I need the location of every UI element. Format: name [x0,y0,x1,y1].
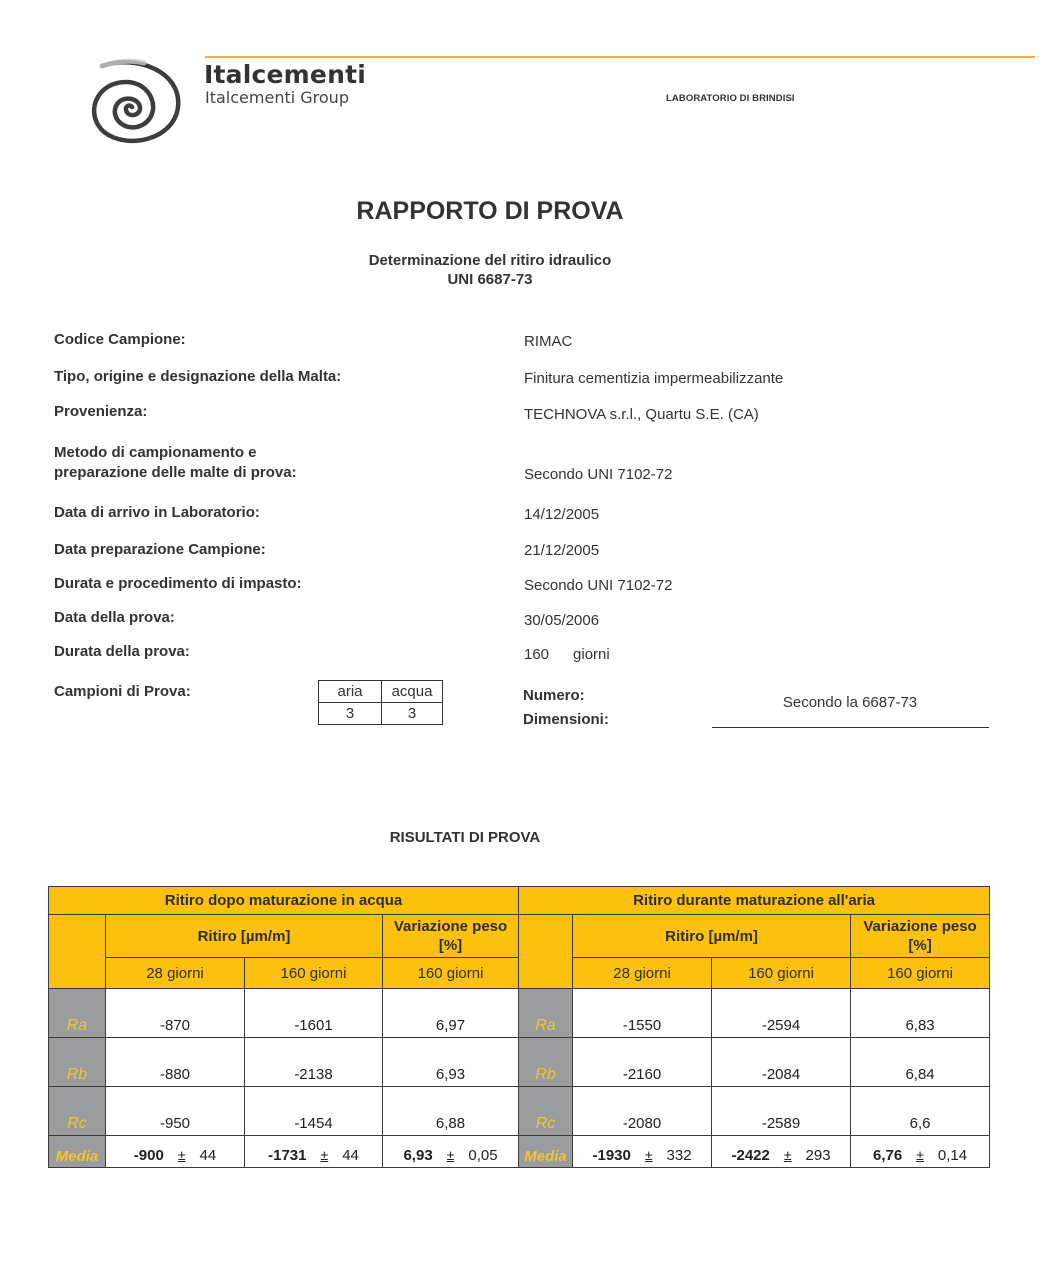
table-row [49,1087,990,1136]
mean-cell [851,1136,990,1168]
data-cell: -2589 [712,1087,851,1136]
plus-minus-icon: ± [916,1147,924,1163]
water-peso-header [383,915,519,958]
field-value-provenienza: TECHNOVA s.r.l., Quartu S.E. (CA) [524,406,759,423]
field-value-preparazione: 21/12/2005 [524,542,600,559]
field-label-metodo-line1: Metodo di campionamento e [54,444,257,461]
water-day-header: 160 giorni [383,958,519,989]
field-label-codice: Codice Campione: [54,331,186,348]
row-label: Rc [49,1087,106,1136]
data-cell: -2594 [712,989,851,1038]
field-label-tipo: Tipo, origine e designazione della Malta: [54,368,342,385]
plus-minus-icon: ± [320,1147,329,1163]
field-value-arrivo: 14/12/2005 [524,506,600,523]
subtitle-line1: Determinazione del ritiro idraulico [368,252,612,269]
row-label: Rb [49,1038,106,1087]
air-day-header: 28 giorni [573,958,712,989]
brand-group: Italcementi Group [205,88,349,107]
field-value-impasto: Secondo UNI 7102-72 [524,577,673,594]
air-day-header: 160 giorni [851,958,990,989]
numero-dimensioni-labels [523,684,609,732]
field-value-data-prova: 30/05/2006 [524,612,600,629]
brand-name: Italcementi [204,60,366,89]
mean-deviation: 44 [199,1147,217,1164]
page-title: RAPPORTO DI PROVA [356,197,624,225]
mean-cell [712,1136,851,1168]
mean-deviation: 0,14 [937,1147,968,1164]
field-label-arrivo: Data di arrivo in Laboratorio: [54,504,260,521]
dimensioni-value: Secondo la 6687-73 [782,694,918,711]
field-label-impasto: Durata e procedimento di impasto: [54,575,302,592]
dimensioni-label: Dimensioni: [523,711,609,728]
subtitle-line2: UNI 6687-73 [447,271,533,288]
mean-value: 6,93 [403,1147,433,1164]
air-ritiro-header: Ritiro [µm/m] [573,915,851,958]
results-table [48,886,990,1168]
table-row [49,989,990,1038]
lab-name: LABORATORIO DI BRINDISI [666,93,795,104]
data-cell: 6,88 [383,1087,519,1136]
air-day-header: 160 giorni [712,958,851,989]
data-cell: -2138 [245,1038,383,1087]
data-cell: 6,93 [383,1038,519,1087]
field-label-data-prova: Data della prova: [54,609,175,626]
samples-table [318,680,443,725]
air-group-header: Ritiro durante maturazione all'aria [519,887,990,915]
data-cell: 6,83 [851,989,990,1038]
water-peso-header-line1: Variazione peso [393,918,508,935]
plus-minus-icon: ± [644,1147,653,1163]
plus-minus-icon: ± [783,1147,792,1163]
data-cell: -2084 [712,1038,851,1087]
field-value-metodo: Secondo UNI 7102-72 [524,466,673,483]
mean-cell [383,1136,519,1168]
row-label: Ra [49,989,106,1038]
row-label-media: Media [49,1136,106,1168]
data-cell: 6,97 [383,989,519,1038]
durata-value: 160 [524,646,550,663]
mean-value: -1731 [268,1147,307,1164]
data-cell: -1550 [573,989,712,1038]
samples-header-aria: aria [319,681,382,703]
water-group-header: Ritiro dopo maturazione in acqua [49,887,519,915]
data-cell: -2160 [573,1038,712,1087]
data-cell: -1601 [245,989,383,1038]
air-corner-cell [519,915,573,989]
numero-label: Numero: [523,687,585,704]
field-value-codice: RIMAC [524,333,573,350]
mean-cell [245,1136,383,1168]
dimensioni-underline [712,727,989,728]
mean-cell [573,1136,712,1168]
data-cell: -950 [106,1087,245,1136]
field-label-preparazione: Data preparazione Campione: [54,541,266,558]
mean-cell [106,1136,245,1168]
plus-minus-icon: ± [446,1147,455,1163]
data-cell: -880 [106,1038,245,1087]
air-peso-header [851,915,990,958]
page-subtitle [0,251,980,289]
mean-deviation: 0,05 [468,1147,498,1164]
field-label-provenienza: Provenienza: [54,403,148,420]
field-label-metodo [54,443,297,483]
data-cell: -1454 [245,1087,383,1136]
mean-value: 6,76 [873,1147,903,1164]
water-day-header: 160 giorni [245,958,383,989]
table-row [49,1038,990,1087]
water-corner-cell [49,915,106,989]
mean-deviation: 44 [342,1147,359,1164]
results-title: RISULTATI DI PROVA [389,829,541,846]
data-cell: -870 [106,989,245,1038]
durata-unit: giorni [573,646,610,663]
mean-value: -1930 [592,1147,631,1164]
brand-accent-line [205,56,1035,58]
data-cell: 6,84 [851,1038,990,1087]
water-day-header: 28 giorni [106,958,245,989]
field-label-campioni: Campioni di Prova: [54,683,191,700]
row-label: Rb [519,1038,573,1087]
field-value-durata-prova [524,645,610,665]
mean-deviation: 332 [666,1147,692,1164]
spiral-logo-icon [82,52,190,152]
mean-deviation: 293 [805,1147,831,1164]
field-value-tipo: Finitura cementizia impermeabilizzante [524,370,784,387]
field-label-metodo-line2: preparazione delle malte di prova: [54,464,297,481]
samples-value-aria: 3 [319,703,382,725]
field-label-durata-prova: Durata della prova: [54,643,190,660]
samples-value-acqua: 3 [382,703,443,725]
air-peso-header-line1: Variazione peso [863,918,977,935]
mean-value: -900 [133,1147,164,1164]
water-ritiro-header: Ritiro [µm/m] [106,915,383,958]
air-peso-header-line2: [%] [908,937,932,954]
mean-value: -2422 [731,1147,770,1164]
row-label-media: Media [519,1136,573,1168]
data-cell: -2080 [573,1087,712,1136]
table-row-mean [49,1136,990,1168]
samples-header-acqua: acqua [382,681,443,703]
water-peso-header-line2: [%] [438,937,463,954]
row-label: Rc [519,1087,573,1136]
data-cell: 6,6 [851,1087,990,1136]
plus-minus-icon: ± [177,1147,186,1163]
row-label: Ra [519,989,573,1038]
